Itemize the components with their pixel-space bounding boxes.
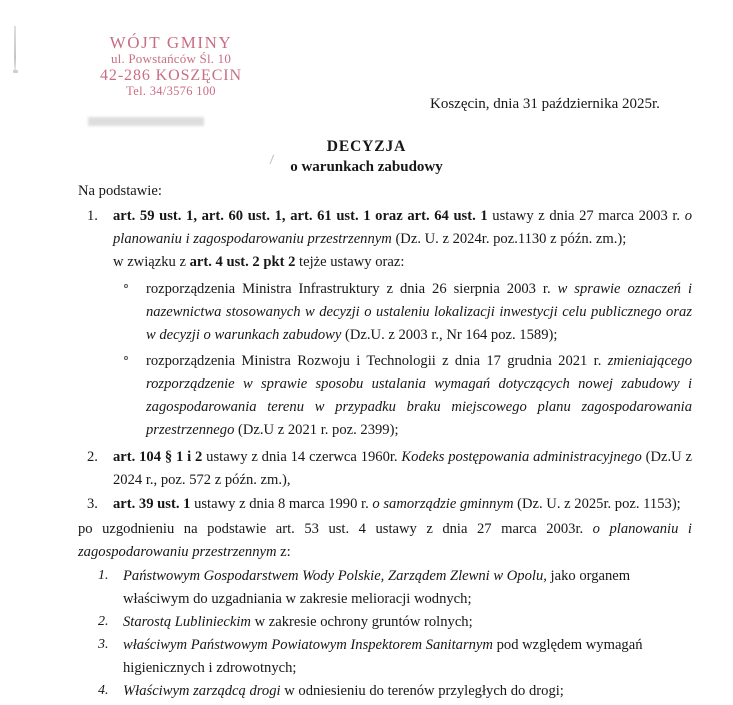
agreement-parties-list bbox=[78, 565, 692, 703]
text-run: w zakresie ochrony gruntów rolnych; bbox=[250, 613, 473, 630]
legal-basis-subitem bbox=[113, 278, 692, 347]
legal-basis-note bbox=[113, 251, 692, 274]
list-marker: 3. bbox=[87, 495, 98, 512]
text-run: w odniesieniu do terenów przyległych do drogi; bbox=[280, 682, 564, 699]
page-subtitle: o warunkach zabudowy bbox=[290, 159, 443, 175]
emphasis-italic: Państwowym Gospodarstwem Wody Polskie, Zarządem Zlewni w Opolu, bbox=[123, 567, 547, 584]
agreement-party-item bbox=[78, 565, 692, 611]
document-body bbox=[78, 180, 692, 703]
text-run: (Dz.U z 2024 r., poz. 572 z późn. zm.), bbox=[113, 448, 693, 488]
circle-bullet-icon bbox=[124, 356, 128, 360]
text-run: ustawy z dnia 8 marca 1990 r. bbox=[190, 495, 373, 512]
text-run: ustawy z dnia 14 czerwca 1960r. bbox=[202, 448, 402, 465]
list-marker: 1. bbox=[87, 208, 98, 225]
list-marker: 2. bbox=[98, 613, 109, 629]
legal-basis-subitem-text bbox=[146, 281, 692, 343]
text-run: tejże ustawy oraz: bbox=[295, 254, 405, 271]
stamp-line-authority: WÓJT GMINY bbox=[109, 33, 233, 52]
legal-basis-item bbox=[78, 205, 692, 442]
list-marker: 4. bbox=[98, 682, 109, 698]
emphasis-italic: o planowaniu i zagospodarowaniu przestrzennym bbox=[113, 208, 692, 248]
agreement-party-text bbox=[123, 614, 473, 630]
emphasis-bold: art. 104 § 1 i 2 bbox=[113, 448, 203, 465]
agreement-party-item bbox=[78, 634, 692, 680]
text-run: ustawy z dnia 27 marca 2003 r. bbox=[487, 208, 685, 225]
agreement-party-item bbox=[78, 611, 692, 634]
text-run: (Dz. U. z 2024r. poz.1130 z późn. zm.); bbox=[391, 231, 627, 248]
legal-basis-subitem bbox=[113, 350, 692, 442]
text-run: (Dz.U. z 2003 r., Nr 164 poz. 1589); bbox=[341, 327, 558, 344]
emphasis-italic: Starostą Lublinieckim bbox=[123, 613, 251, 630]
list-marker: 3. bbox=[98, 636, 109, 652]
legal-basis-text bbox=[113, 208, 692, 247]
legal-basis-list bbox=[78, 205, 692, 516]
agreement-party-text bbox=[123, 683, 564, 699]
emphasis-italic: o planowaniu i zagospodarowaniu przestrzennym bbox=[78, 520, 692, 560]
lead-in-text: Na podstawie: bbox=[78, 183, 162, 199]
legal-basis-item bbox=[78, 446, 692, 492]
legal-basis-item bbox=[78, 493, 692, 516]
date-line: Koszęcin, dnia 31 października 2025r. bbox=[430, 96, 660, 112]
office-stamp bbox=[73, 33, 269, 98]
legal-basis-sublist bbox=[113, 278, 692, 442]
text-run: rozporządzenia Ministra Rozwoju i Technologii z dnia 17 grudnia 2021 r. bbox=[146, 353, 608, 370]
agreement-party-text bbox=[123, 637, 643, 676]
text-run: rozporządzenia Ministra Infrastruktury z dnia 26 sierpnia 2003 r. bbox=[146, 281, 558, 298]
text-run: (Dz. U. z 2025r. poz. 1153); bbox=[513, 495, 681, 512]
list-marker: 1. bbox=[98, 567, 109, 583]
scan-artifact-line bbox=[14, 26, 16, 72]
agreement-intro-paragraph bbox=[78, 518, 692, 564]
emphasis-bold: art. 39 ust. 1 bbox=[113, 495, 191, 512]
text-run: pod względem wymagań higienicznych i zdrowotnych; bbox=[123, 636, 643, 676]
emphasis-bold: art. 4 ust. 2 pkt 2 bbox=[189, 254, 296, 271]
text-run: z: bbox=[276, 543, 291, 560]
emphasis-italic: zmieniającego rozporządzenie w sprawie sposobu ustalania wymagań dotyczących nowej zabudowy i zagospodarowania terenu w przypadku braku miejscowego planu zagospodarowania przestrzennego bbox=[146, 353, 692, 439]
emphasis-italic: w sprawie oznaczeń i nazewnictwa stosowanych w decyzji o ustaleniu lokalizacji inwestycji celu publicznego oraz w decyzji o warunkach zabudowy bbox=[146, 281, 692, 344]
emphasis-bold: art. 59 ust. 1, art. 60 ust. 1, art. 61 ust. 1 oraz art. 64 ust. 1 bbox=[113, 208, 488, 225]
emphasis-italic: o samorządzie gminnym bbox=[372, 495, 514, 512]
legal-basis-subitem-text bbox=[146, 353, 692, 438]
text-run: w związku z bbox=[113, 254, 190, 271]
agreement-party-item bbox=[78, 680, 692, 703]
circle-bullet-icon bbox=[124, 284, 128, 288]
page-title: DECYZJA bbox=[326, 138, 407, 155]
redaction-bar bbox=[88, 117, 204, 126]
stamp-line-street: ul. Powstańców Śl. 10 bbox=[110, 51, 232, 67]
stamp-line-city: 42-286 KOSZĘCIN bbox=[100, 66, 242, 84]
emphasis-italic: Właściwym zarządcą drogi bbox=[123, 682, 281, 699]
legal-basis-text bbox=[113, 449, 692, 488]
agreement-party-text bbox=[123, 568, 630, 607]
text-run: jako organem właściwym do uzgadniania w zakresie melioracji wodnych; bbox=[123, 567, 631, 607]
text-run: po uzgodnieniu na podstawie art. 53 ust. 4 ustawy z dnia 27 marca 2003r. bbox=[78, 520, 593, 537]
list-marker: 2. bbox=[87, 448, 98, 465]
emphasis-italic: właściwym Państwowym Powiatowym Inspektorem Sanitarnym bbox=[123, 636, 493, 653]
emphasis-italic: Kodeks postępowania administracyjnego bbox=[401, 448, 642, 465]
legal-basis-text bbox=[113, 496, 681, 512]
stamp-line-phone: Tel. 34/3576 100 bbox=[126, 84, 216, 99]
text-run: (Dz.U z 2021 r. poz. 2399); bbox=[234, 422, 399, 439]
